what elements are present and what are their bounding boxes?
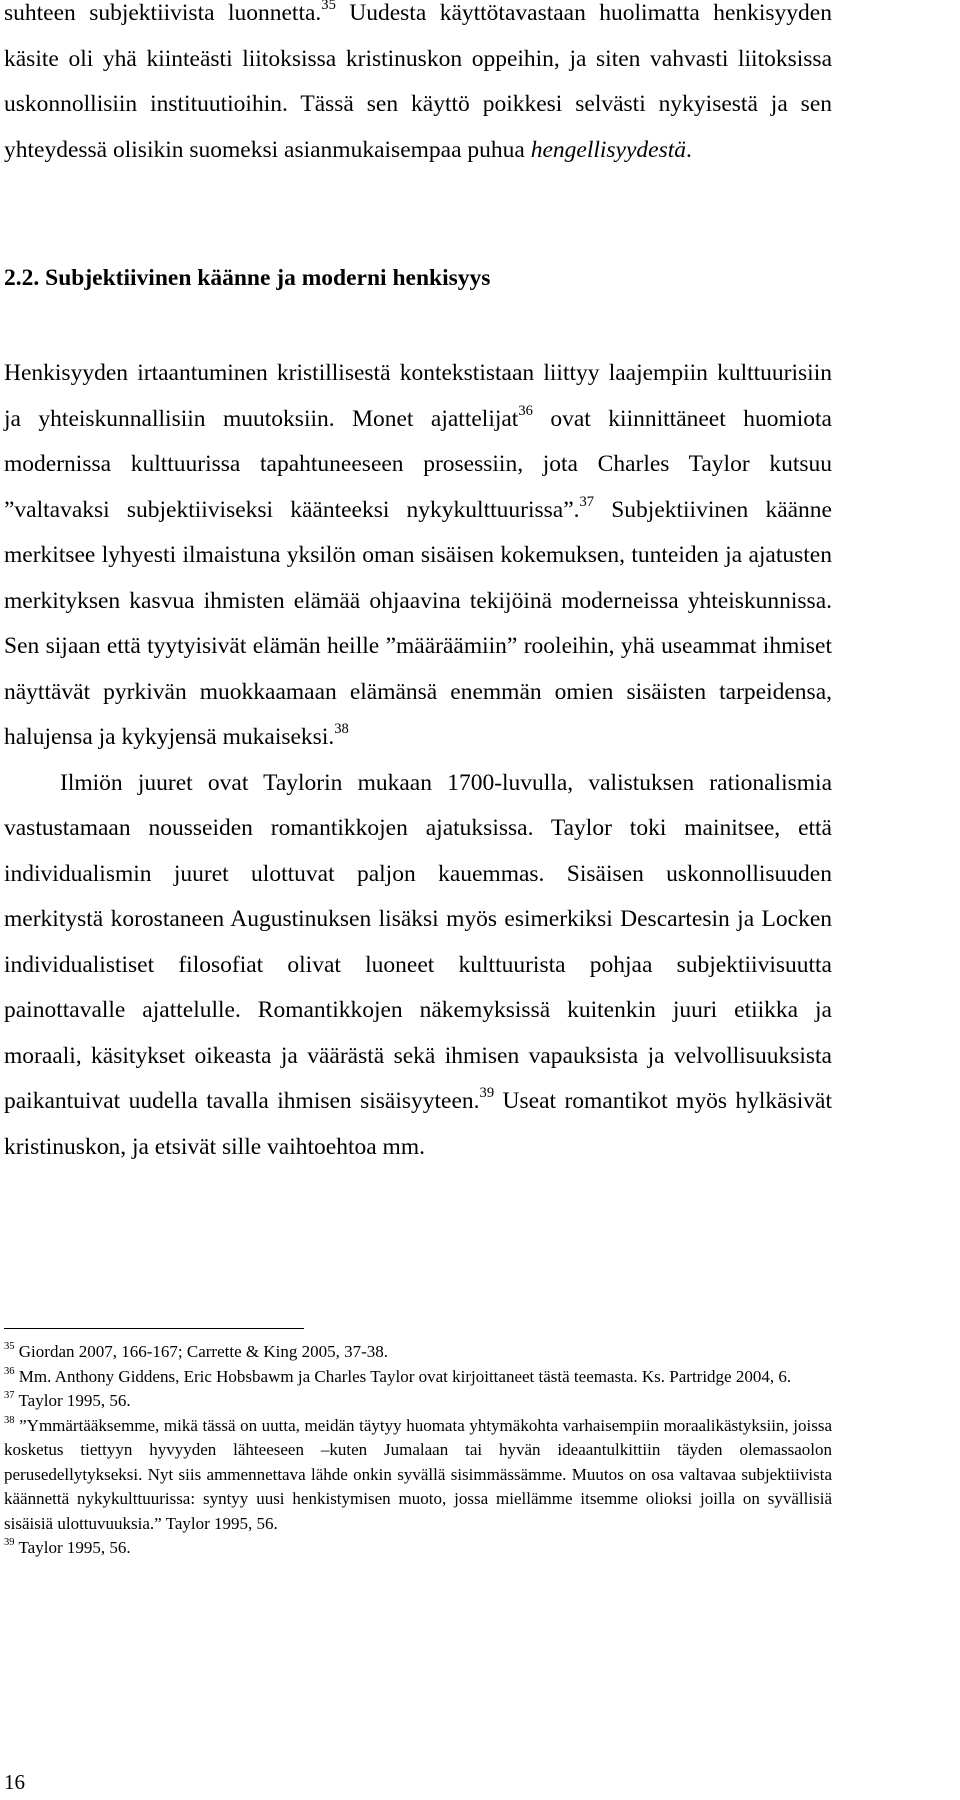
paragraph-text: Ilmiön juuret ovat Taylorin mukaan 1700-luvulla, valistuksen rationalismia vastustamaan nousseiden romantikkojen ajatuksissa. Taylor toki mainitsee, että individualismin juuret ulottuvat paljon kauemmas. Sisäisen uskonnollisuuden merkitystä korostaneen Augustinuksen lisäksi myös esimerkiksi Descartesin ja Locken individualistiset filosofiat olivat luoneet kulttuurista pohjaa subjektiivisuutta painottavalle ajattelulle. Romantikkojen näkemyksissä kuitenkin juuri etiikka ja moraali, käsitykset oikeasta ja väärästä sekä ihmisen vapauksista ja velvollisuuksista paikantuivat uudella tavalla ihmisen sisäisyyteen. [4, 769, 832, 1114]
footnote-number: 39 [4, 1537, 15, 1549]
footnote-text: Taylor 1995, 56. [14, 1391, 131, 1410]
footnote-number: 38 [4, 1414, 15, 1426]
footnote-number: 36 [4, 1365, 15, 1377]
paragraph-text: Useat romantikot myös hylkäsivät kristinuskon, ja etsivät sille vaihtoehtoa mm. [4, 1088, 832, 1160]
paragraph-text: Henkisyyden irtaantuminen kristillisestä kontekstistaan liittyy laajempiin kulttuurisiin ja yhteiskunnallisiin muutoksiin. Monet ajattelijat [4, 360, 832, 432]
paragraph-text: suhteen subjektiivista luonnetta. [4, 0, 322, 26]
footnote-text: Mm. Anthony Giddens, Eric Hobsbawm ja Charles Taylor ovat kirjoittaneet tästä teemasta. Ks. Partridge 2004, 6. [14, 1366, 792, 1386]
paragraph-text: Uudesta käyttötavastaan huolimatta henkisyyden käsite oli yhä kiinteästi liitoksissa kristinuskon oppeihin, ja siten vahvasti liitoksissa uskonnollisiin instituutioihin. Tässä sen käyttö poikkesi selvästi nykyisestä ja sen yhteydessä olisikin suomeksi asianmukaisempaa puhua [4, 0, 832, 163]
footnote-39 [4, 1536, 832, 1561]
footnote-36 [4, 1365, 832, 1390]
paragraph-text: Subjektiivinen käänne merkitsee lyhyesti ilmaistuna yksilön oman sisäisen kokemuksen, tunteiden ja ajatusten merkityksen kasvua ihmisten elämää ohjaavina tekijöinä moderneissa yhteiskunnissa. Sen sijaan että tyytyisivät elämän heille ”määräämiin” rooleihin, yhä useammat ihmiset näyttävät pyrkivän muokkaamaan elämänsä enemmän omien sisäisten tarpeidensa, halujensa ja kykyjensä mukaiseksi. [4, 496, 832, 750]
paragraph-text: . [686, 136, 692, 163]
paragraph-3 [4, 761, 832, 1171]
footnote-37 [4, 1389, 832, 1414]
page-content [4, 0, 832, 1170]
footnote-number: 37 [4, 1390, 15, 1402]
footnote-ref: 35 [321, 0, 336, 14]
footnote-number: 35 [4, 1341, 15, 1353]
footnote-separator [4, 1328, 304, 1329]
footnote-38 [4, 1414, 832, 1537]
footnote-ref: 38 [334, 721, 349, 738]
footnotes [4, 1340, 832, 1561]
page-number: 16 [4, 1770, 25, 1794]
paragraph-1 [4, 0, 832, 173]
footnote-text: Taylor 1995, 56. [14, 1538, 131, 1557]
footnote-ref: 39 [479, 1085, 495, 1102]
footnote-text: Giordan 2007, 166-167; Carrette & King 2005, 37-38. [14, 1342, 388, 1361]
footnote-text: ”Ymmärtääksemme, mikä tässä on uutta, meidän täytyy huomata yhtymäkohta varhaisempiin moraalikästyksiin, joissa kosketus tiettyyn hyvyyden lähteeseen –kuten Jumalaan tai hyvän ideaantulkittiin täyden olemassaolon perusedellytykseksi. Nyt siis ammennettava lähde onkin syvällä sisimmässämme. Muutos on osa valtavaa subjektiivista käännettä nykykulttuurissa: syntyy uusi henkistymisen muoto, jossa miellämme itsemme olioksi joilla on syvällisiä sisäisiä ulottuvuuksia.” Taylor 1995, 56. [4, 1415, 832, 1533]
emphasized-term: hengellisyydestä [530, 136, 687, 163]
footnote-35 [4, 1340, 832, 1365]
paragraph-2 [4, 351, 832, 761]
footnote-ref: 36 [518, 402, 533, 419]
footnote-ref: 37 [579, 493, 595, 510]
paragraph-text: ovat kiinnittäneet huomiota modernissa kulttuurissa tapahtuneeseen prosessiin, jota Charles Taylor kutsuu ”valtavaksi subjektiiviseksi käänteeksi nykykulttuurissa”. [4, 405, 832, 523]
section-heading: 2.2. Subjektiivinen käänne ja moderni henkisyys [4, 265, 491, 291]
